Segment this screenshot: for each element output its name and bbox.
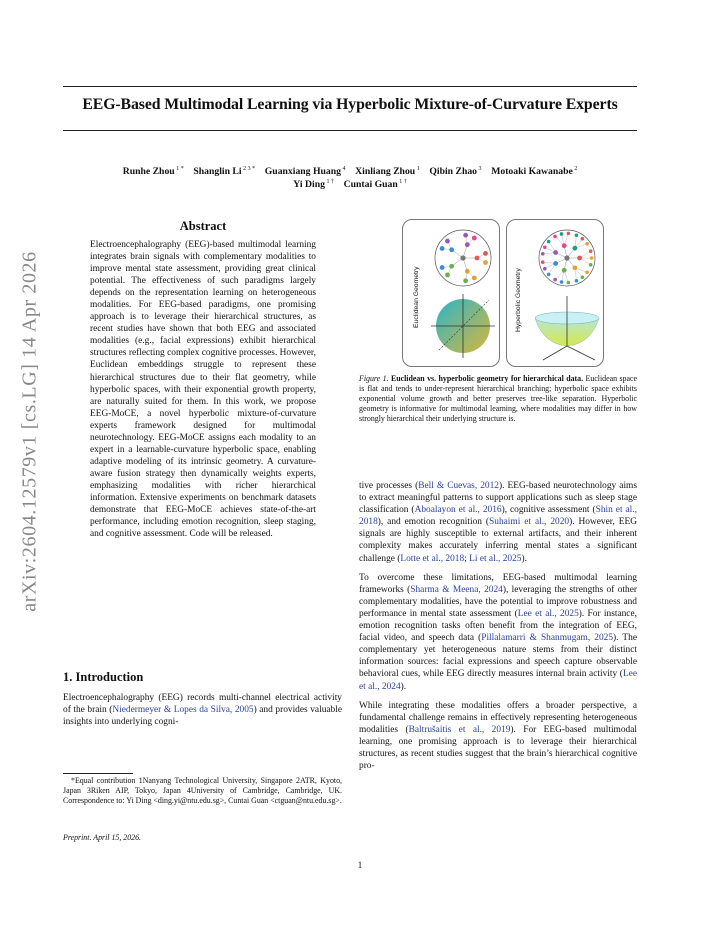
abstract-heading: Abstract (179, 219, 227, 233)
tree-node (483, 251, 488, 256)
tree-root (564, 255, 569, 260)
tree-node (463, 233, 468, 238)
tree-node (553, 278, 557, 282)
paragraph-text: ), and emotion recognition ( (377, 517, 490, 528)
tree-node (553, 250, 558, 255)
paragraph-text: ), cognitive assessment ( (501, 505, 596, 516)
paragraph-text: tive processes ( (359, 481, 419, 491)
citation-link[interactable]: Li et al., 2025 (469, 553, 522, 564)
author-affiliation-marker: 1 † (397, 179, 407, 185)
author-line-2 (63, 179, 637, 190)
paragraph-text: ). However, EEG signals are highly susceptible to external artifacts, and their inherent complexity makes accurately inferring mental states a significant challenge ( (359, 517, 637, 564)
paragraph-text: ). For EEG-based multimodal learning, one promising approach is to leverage their hierarchical structures, as recent studies suggest that the brain’s hierarchical cognitive pro- (359, 724, 637, 772)
tree-node (562, 268, 567, 273)
paragraph (359, 700, 637, 773)
tree-node (472, 276, 477, 281)
tree-node (567, 281, 571, 285)
paper-title: EEG-Based Multimodal Learning via Hyperbolic Mixture-of-Curvature Experts (82, 96, 618, 113)
author-affiliation-marker: 2 3 * (241, 166, 256, 172)
tree-node (475, 256, 480, 261)
tree-node (541, 252, 545, 256)
arxiv-stamp: arXiv:2604.12579v1 [cs.LG] 14 Apr 2026 (18, 251, 41, 612)
tree-node (465, 242, 470, 247)
tree-node (547, 240, 551, 244)
author-affiliation-marker: 1 † (324, 179, 334, 185)
tree-node (472, 236, 477, 241)
paragraph-text: ). The complementary yet heterogeneous nature stems from their distinct information sources: facial expressions and speech capture observable behavioral cues, while EEG directly measures internal brain activity ( (359, 633, 637, 680)
right-column (359, 480, 637, 779)
citation-link[interactable]: Aboalayon et al., 2016 (414, 505, 502, 516)
citation-link[interactable]: Lee et al., 2025 (517, 608, 579, 619)
author-name: Yi Ding $^{1 \dagger}$ (293, 179, 334, 191)
tree-node (572, 265, 577, 270)
author-name: Shanglin Li $^{2 3 *}$ (193, 166, 256, 178)
author-name: Runhe Zhou $^{1 *}$ (122, 166, 184, 178)
tree-node (553, 261, 558, 266)
tree-node (463, 278, 468, 283)
tree-node (541, 260, 545, 264)
citation-link[interactable]: Bell & Cuevas, 2012 (418, 481, 499, 491)
author-affiliation-marker: 4 (340, 166, 346, 172)
citation-link[interactable]: Lotte et al., 2018 (400, 553, 465, 564)
abstract-body: Electroencephalography (EEG)-based multimodal learning integrates brain signals with complementary modalities to improve mental state assessment, providing great clinical potential. The effectiveness of such paradigms largely depends on the representation learning on heterogeneous modalities. For EEG-based paradigms, one promising approach is to leverage their hierarchical structures, as recent studies have shown that both EEG and associated modalities (e.g., facial expressions) exhibit hierarchical structures reflecting complex cognitive processes. However, Euclidean embeddings struggle to represent these hierarchical structures due to their flat geometry, while hyperbolic spaces, with their exponential growth property, are naturally suited for them. In this work, we propose EEG-MoCE, a novel hyperbolic mixture-of-curvature experts framework designed for multimodal neurotechnology. EEG-MoCE assigns each modality to an expert in a learnable-curvature hyperbolic space, enabling adaptive modeling of its intrinsic geometry. A curvature-aware fusion strategy then dynamically weights experts, emphasizing modalities with richer hierarchical information. Extensive experiments on benchmark datasets demonstrate that EEG-MoCE achieves state-of-the-art performance, including emotion recognition, sleep staging, and cognitive assessment. Code will be released. (90, 240, 316, 540)
tree-node (590, 256, 594, 260)
hyperbolic-label: Hyperbolic Geometry (515, 268, 522, 332)
preprint-note: Preprint. April 15, 2026. (63, 833, 142, 842)
tree-root (460, 255, 465, 260)
tree-node (465, 269, 470, 274)
hyperbolic-panel (506, 219, 604, 367)
euclidean-label: Euclidean Geometry (413, 266, 420, 328)
tree-node (449, 264, 454, 269)
citation-link[interactable]: Sharma & Meena, 2024 (410, 584, 503, 595)
tree-node (560, 280, 564, 284)
tree-node (560, 232, 564, 236)
tree-node (589, 263, 593, 267)
paragraph-text: While integrating these modalities offers a broader perspective, a fundamental challenge remains in effectively representing heterogeneous modalities ( (359, 700, 637, 735)
tree-node (553, 235, 557, 239)
tree-node (589, 249, 593, 253)
tree-node (445, 273, 450, 278)
paragraph-text: To overcome these limitations, EEG-based multimodal learning frameworks ( (359, 572, 637, 595)
author-affiliation-marker: 2 (572, 166, 578, 172)
introduction-paragraph: Electroencephalography (EEG) records multi-channel electrical activity of the brain (Niedermeyer & Lopes da Silva, 2005) and provides valuable insights into underlying cogni- (63, 693, 342, 728)
hyperbolic-illustration (507, 220, 603, 366)
author-name: Xinliang Zhou $^1$ (355, 166, 420, 178)
tree-node (543, 246, 547, 250)
author-line-1 (63, 166, 637, 177)
tree-node (575, 233, 579, 237)
tree-node (543, 267, 547, 271)
paragraph-text: ). EEG-based neurotechnology aims to extract meaningful patterns to support applications such as sleep stage classification ( (359, 481, 638, 516)
tree-node (581, 275, 585, 279)
citation-link[interactable]: Lee et al., 2024 (359, 669, 637, 692)
tree-node (440, 246, 445, 251)
figure-caption: Figure 1. Euclidean vs. hyperbolic geometry for hierarchical data. Euclidean space is flat and tends to under-represent hierarchical branching; hyperbolic space exhibits exponential volume growth and better preserves tree-like separation. Hyperbolic geometry is informative for multimodal learning, where modalities may differ in how strongly hierarchical their underlying structure is. (359, 374, 637, 423)
author-affiliation-marker: 1 (415, 166, 420, 172)
affiliation-footnote: *Equal contribution 1Nanyang Technological University, Singapore 2ATR, Kyoto, Japan 3Riken AIP, Tokyo, Japan 4University of Cambridge, Cambridge, UK. Correspondence to: Yi Ding <ding.yi@ntu.edu.sg>, Cuntai Guan <ctguan@ntu.edu.sg>. (63, 776, 342, 805)
page-number: 1 (357, 861, 363, 871)
tree-node (562, 243, 567, 248)
section-heading-introduction: 1. Introduction (63, 670, 144, 684)
author-name: Guanxiang Huang $^4$ (264, 166, 346, 178)
paragraph-text: ), leveraging the strengths of other complementary modalities, have the potential to improve robustness and performance in mental state assessment ( (359, 584, 637, 619)
tree-node (585, 242, 589, 246)
tree-node (572, 246, 577, 251)
tree-node (547, 273, 551, 277)
citation-link[interactable]: Baltrušaitis et al., 2019 (408, 724, 511, 735)
tree-node (581, 237, 585, 241)
euclidean-illustration (403, 220, 499, 366)
author-name: Motoaki Kawanabe $^2$ (491, 166, 578, 178)
citation-link[interactable]: Pillalamarri & Shanmugam, 2025 (481, 633, 614, 644)
euclidean-panel (402, 219, 500, 367)
author-name: Qibin Zhao $^3$ (429, 166, 482, 178)
paragraph-text: ). (400, 681, 407, 692)
tree-node (440, 265, 445, 270)
title-bottom-rule (63, 130, 637, 131)
paragraph-text: ). For instance, emotion recognition tasks often benefit from the integration of EEG, facial video, and speech data ( (359, 608, 637, 644)
author-affiliation-marker: 3 (477, 166, 482, 172)
citation-link[interactable]: Suhaimi et al., 2020 (489, 517, 570, 528)
tree-node (483, 260, 488, 265)
footnote-rule (63, 773, 133, 774)
tree-node (445, 239, 450, 244)
paragraph-text: ; (464, 553, 470, 564)
paragraph-text: ). (521, 553, 527, 564)
tree-node (449, 247, 454, 252)
paragraph (359, 480, 637, 565)
tree-node (567, 232, 571, 236)
citation-link[interactable]: Shin et al., 2018 (359, 505, 637, 528)
paragraph (359, 572, 637, 693)
tree-node (585, 270, 589, 274)
author-name: Cuntai Guan $^{1 \dagger}$ (343, 179, 407, 191)
figure-1 (400, 219, 640, 367)
tree-node (577, 256, 582, 261)
top-rule (63, 86, 637, 87)
author-affiliation-marker: 1 * (174, 166, 184, 172)
tree-node (575, 279, 579, 283)
citation-link[interactable]: Niedermeyer & Lopes da Silva, 2005 (112, 705, 254, 716)
